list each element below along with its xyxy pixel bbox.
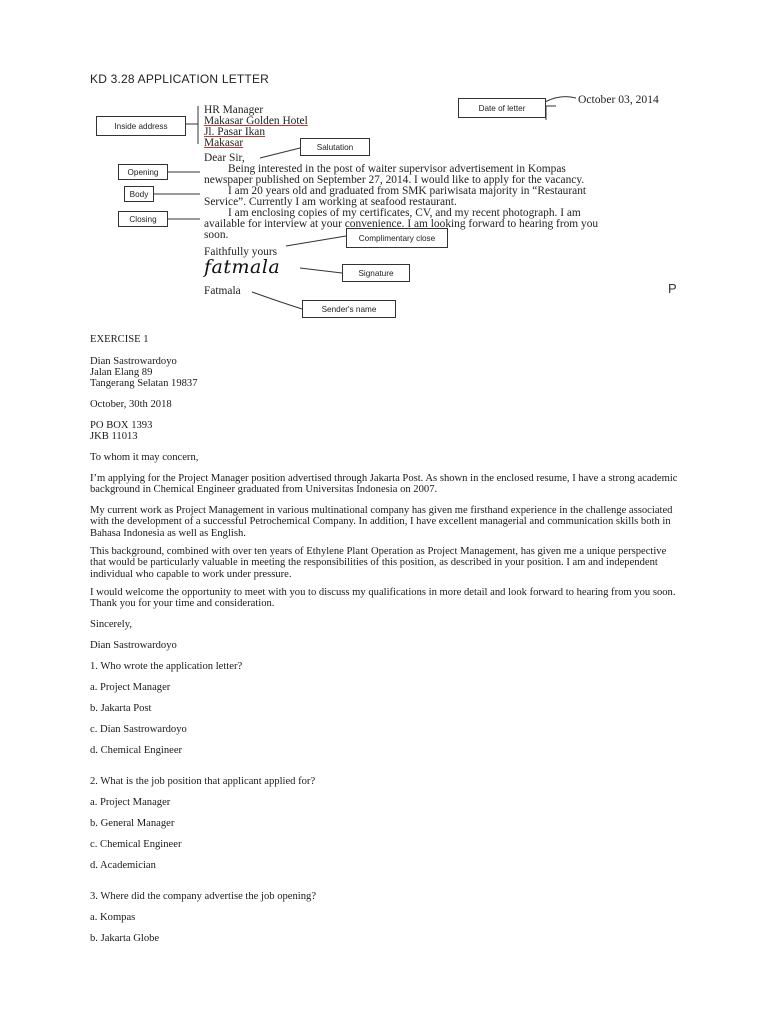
sender-address-line: Jalan Elang 89 [90, 367, 153, 378]
example-opening-line: Being interested in the post of waiter supervisor advertisement in Kompas [228, 163, 566, 175]
example-address-line: Makasar Golden Hotel [204, 115, 308, 127]
label-body: Body [124, 186, 154, 202]
label-complimentary-close: Complimentary close [346, 228, 448, 248]
example-address-line: Jl. Pasar Ikan [204, 126, 266, 138]
question-2-option: a. Project Manager [90, 797, 171, 808]
example-closing-line: available for interview at your convenience. I am looking forward to hearing from you [204, 218, 599, 230]
letter-salutation: To whom it may concern, [90, 452, 199, 463]
example-closing-line: soon. [204, 229, 229, 241]
label-date-of-letter: Date of letter [458, 98, 546, 118]
question-2-option: b. General Manager [90, 818, 175, 829]
example-sender-name: Fatmala [204, 285, 241, 297]
question-1-option: a. Project Manager [90, 682, 171, 693]
page-heading: KD 3.28 APPLICATION LETTER [90, 72, 270, 86]
question-1: 1. Who wrote the application letter? [90, 661, 243, 672]
question-2-option: d. Academician [90, 860, 156, 871]
letter-signature-name: Dian Sastrowardoyo [90, 640, 177, 651]
question-1-option: d. Chemical Engineer [90, 745, 183, 756]
example-date: October 03, 2014 [578, 93, 659, 106]
label-senders-name: Sender's name [302, 300, 396, 318]
label-inside-address: Inside address [96, 116, 186, 136]
question-3-option: a. Kompas [90, 912, 136, 923]
recipient-address-line: PO BOX 1393 [90, 420, 153, 431]
example-closing-line: I am enclosing copies of my certificates, CV, and my recent photograph. I am [228, 207, 581, 219]
example-body-line: I am 20 years old and graduated from SMK pariwisata majority in “Restaurant [228, 185, 587, 197]
question-2-option: c. Chemical Engineer [90, 839, 182, 850]
letter-paragraph: My current work as Project Management in various multinational company has given me firsthand experience in the challenge associated with the development of a successful Petrochemical Company. In addition, I have excellent managerial and communication skills both in Bahasa Indonesia as well as English. [90, 505, 673, 539]
letter-paragraph: I would welcome the opportunity to meet with you to discuss my qualifications in more detail and look forward to hearing from you soon. Thank you for your time and consideration. [90, 587, 676, 610]
question-1-option: c. Dian Sastrowardoyo [90, 724, 187, 735]
question-1-option: b. Jakarta Post [90, 703, 152, 714]
label-signature: Signature [342, 264, 410, 282]
label-salutation: Salutation [300, 138, 370, 156]
question-3-option: b. Jakarta Globe [90, 933, 160, 944]
example-body-line: Service”. Currently I am working at seafood restaurant. [204, 196, 457, 208]
label-closing: Closing [118, 211, 168, 227]
example-address-line: HR Manager [204, 104, 264, 116]
corner-mark: P [668, 281, 677, 296]
sender-address-line: Dian Sastrowardoyo [90, 356, 177, 367]
letter-closing: Sincerely, [90, 619, 132, 630]
question-3: 3. Where did the company advertise the job opening? [90, 891, 317, 902]
letter-paragraph: This background, combined with over ten years of Ethylene Plant Operation as Project Management, has given me a unique perspective that would be particularly valuable in meeting the responsibilities of this position, as described in your position. I am and independent individual who capable to work under pressure. [90, 546, 667, 580]
recipient-address-line: JKB 11013 [90, 431, 138, 442]
letter-paragraph: I’m applying for the Project Manager position advertised through Jakarta Post. As shown in the enclosed resume, I have a strong academic background in Chemical Engineer graduated from Universitas Indonesia on 2007. [90, 473, 678, 496]
example-address-line: Makasar [204, 137, 244, 149]
label-opening: Opening [118, 164, 168, 180]
example-signature: fatmala [204, 256, 281, 278]
sender-address-line: Tangerang Selatan 19837 [90, 378, 198, 389]
question-2: 2. What is the job position that applicant applied for? [90, 776, 316, 787]
exercise-title: EXERCISE 1 [90, 334, 149, 345]
annotated-letter-figure [90, 88, 676, 320]
example-complimentary-close: Faithfully yours [204, 246, 278, 258]
example-opening-line: newspaper published on September 27, 2014. I would like to apply for the vacancy. [204, 174, 585, 186]
example-salutation: Dear Sir, [204, 152, 245, 164]
letter-date: October, 30th 2018 [90, 399, 172, 410]
